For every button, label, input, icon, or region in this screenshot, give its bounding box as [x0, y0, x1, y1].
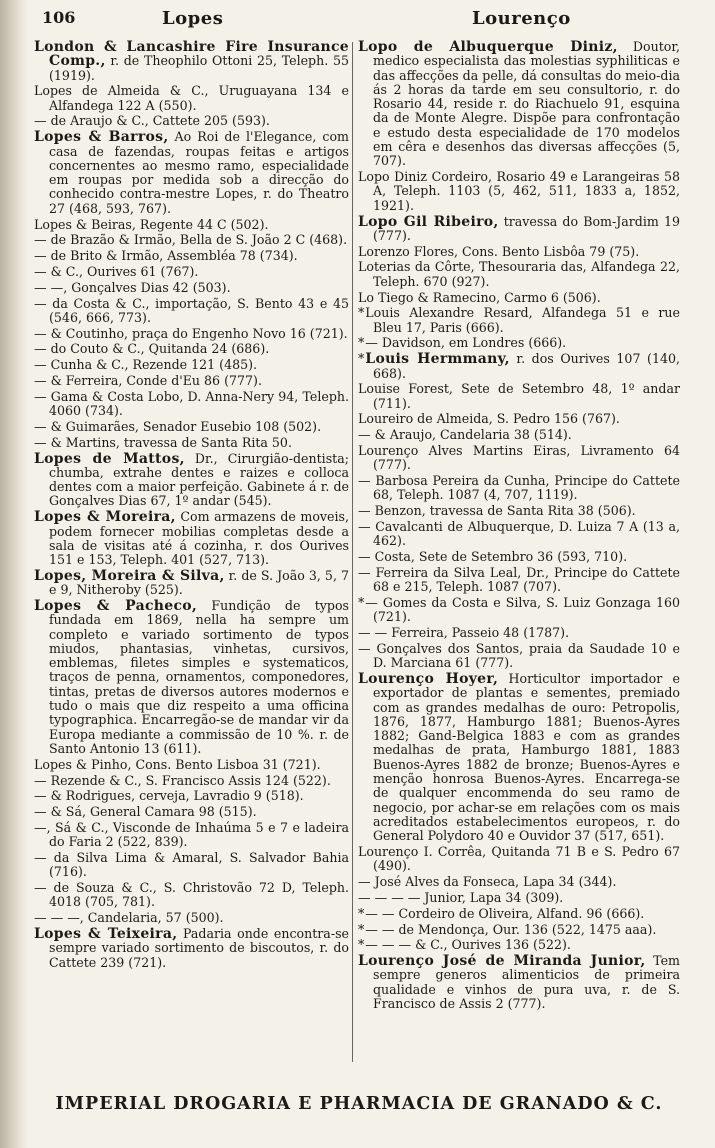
directory-entry [34, 374, 349, 388]
directory-entry [34, 569, 349, 598]
running-head-right: Lourenço [472, 8, 571, 29]
entry-text: Loterias da Côrte, Thesouraria das, Alfandega 22, Teleph. 670 (927). [358, 259, 680, 289]
directory-entry [358, 907, 680, 921]
entry-text: — de Souza & C., S. Christovão 72 D, Teleph. 4018 (705, 781). [34, 880, 349, 910]
entry-text: Louise Forest, Sete de Setembro 48, 1º andar (711). [358, 381, 680, 411]
directory-entry [358, 428, 680, 442]
entry-marker: * [358, 594, 365, 610]
directory-entry [358, 215, 680, 244]
directory-entry [358, 626, 680, 640]
entry-text: — José Alves da Fonseca, Lapa 34 (344). [358, 874, 617, 890]
directory-entry [34, 358, 349, 372]
entry-text: — Gama & Costa Lobo, D. Anna-Nery 94, Teleph. 4060 (734). [34, 388, 349, 419]
directory-entry [358, 170, 680, 213]
entry-text: r. dos Ourives 107 (140, 668). [373, 351, 680, 381]
entry-name: Lopes & Moreira, [34, 509, 176, 526]
entry-text: Lopes de Almeida & C., Uruguayana 134 e Alfandega 122 A (550). [34, 83, 349, 113]
directory-entry [358, 260, 680, 289]
directory-entry [34, 114, 349, 128]
directory-entry [34, 281, 349, 295]
entry-marker: * [358, 905, 365, 921]
directory-entry [358, 642, 680, 671]
entry-text: — da Costa & C., importação, S. Bento 43 e 45 (546, 666, 773). [34, 295, 349, 325]
running-head-left: Lopes [162, 8, 224, 29]
directory-entry [358, 444, 680, 473]
entry-text: Doutor, medico especialista das molestias syphiliticas e das affecções da pelle, dá consultas do meio-dia ás 2 horas da tarde em seu consultorio, r. do Rosario 44, reside r. do Riachuelo 91, esquina da de Monte Alegre. Dispõe para confrontação e estudo desta especialidade de 170 modelos em cêra e desenhos das diversas affecções (5, 707). [373, 39, 680, 169]
entry-text: — & Ferreira, Conde d'Eu 86 (777). [34, 373, 262, 389]
directory-entry [358, 566, 680, 595]
directory-entry [358, 306, 680, 335]
right-column [358, 40, 680, 1013]
entry-text: Lorenzo Flores, Cons. Bento Lisbôa 79 (75). [358, 243, 640, 259]
directory-entry [358, 40, 680, 169]
entry-text: — Ferreira da Silva Leal, Dr., Principe do Cattete 68 e 215, Teleph. 1087 (707). [358, 564, 680, 595]
entry-name: Lopes & Pacheco, [34, 597, 198, 614]
entry-text: — & Araujo, Candelaria 38 (514). [358, 427, 572, 443]
directory-entry [34, 233, 349, 247]
directory-entry [34, 265, 349, 279]
entry-text: Loureiro de Almeida, S. Pedro 156 (767). [358, 411, 620, 427]
directory-entry [34, 774, 349, 788]
directory-entry [358, 550, 680, 564]
directory-entry [358, 923, 680, 937]
directory-entry [358, 845, 680, 874]
entry-text: Lourenço I. Corrêa, Quitanda 71 B e S. Pedro 67 (490). [358, 844, 680, 874]
directory-entry [358, 672, 680, 844]
directory-entry [358, 474, 680, 503]
entry-text: travessa do Bom-Jardim 19 (777). [373, 213, 680, 243]
directory-entry [358, 504, 680, 518]
entry-text: Dr., Cirurgião-dentista; chumba, extrahe dentes e raizes e colloca dentes com a maior perfeição. Gabinete á r. de Gonçalves Dias 67, 1º andar (545). [49, 450, 349, 509]
entry-text: Padaria onde encontra-se sempre variado sortimento de biscoutos, r. do Cattete 239 (721). [49, 926, 349, 970]
entry-text: — — Cordeiro de Oliveira, Alfand. 96 (666). [365, 905, 645, 921]
entry-text: r. de S. João 3, 5, 7 e 9, Nitheroby (525). [49, 567, 349, 598]
directory-entry [34, 927, 349, 970]
left-column [34, 40, 349, 971]
directory-entry [34, 510, 349, 567]
directory-entry [358, 352, 680, 381]
directory-entry [34, 911, 349, 925]
entry-name: Lourenço José de Miranda Junior, [358, 953, 646, 970]
directory-entry [34, 130, 349, 216]
directory-entry [358, 596, 680, 625]
entry-text: Lourenço Alves Martins Eiras, Livramento 64 (777). [358, 443, 680, 473]
entry-text: — Benzon, travessa de Santa Rita 38 (506). [358, 503, 636, 519]
entry-text: — — —, Candelaria, 57 (500). [34, 910, 224, 926]
directory-entry [34, 821, 349, 850]
entry-name: Lopo Gil Ribeiro, [358, 213, 499, 230]
column-divider [352, 42, 353, 1062]
entry-text: — da Silva Lima & Amaral, S. Salvador Bahia (716). [34, 850, 349, 880]
directory-entry [358, 245, 680, 259]
directory-entry [34, 789, 349, 803]
entry-text: — Rezende & C., S. Francisco Assis 124 (522). [34, 772, 331, 788]
directory-entry [34, 218, 349, 232]
directory-entry [34, 249, 349, 263]
entry-name: London & Lancashire Fire Insurance Comp., [34, 39, 349, 70]
entry-text: — & Guimarães, Senador Eusebio 108 (502). [34, 418, 322, 434]
entry-text: —, Sá & C., Visconde de Inhaúma 5 e 7 e ladeira do Faria 2 (522, 839). [34, 819, 349, 850]
entry-text: — de Araujo & C., Cattete 205 (593). [34, 113, 270, 129]
entry-text: — do Couto & C., Quitanda 24 (686). [34, 341, 270, 357]
directory-entry [34, 420, 349, 434]
entry-text: — —, Gonçalves Dias 42 (503). [34, 279, 231, 295]
entry-marker: * [358, 305, 365, 321]
entry-marker: * [358, 335, 365, 351]
directory-entry [34, 599, 349, 756]
entry-text: Fundição de typos fundada em 1869, nella ha sempre um completo e variado sortimento de typos miudos, phantasias, vinhetas, cursivos, emblemas, filetes simples e systematicos, traços de penna, ornamentos, componedores, tintas, pretas de diversos autores modernos e tudo o mais que diz respeito a uma officina typographica. Encarregão-se de mandar vir da Europa mediante a commissão de 10 %. r. de Santo Antonio 13 (611). [49, 597, 349, 756]
directory-entry [358, 891, 680, 905]
entry-text: — — — & C., Ourives 136 (522). [365, 937, 571, 953]
directory-entry [34, 342, 349, 356]
entry-text: Tem sempre generos alimenticios de primeira qualidade e vinhos de pura uva, r. de S. Francisco de Assis 2 (777). [373, 953, 680, 1011]
entry-marker: * [358, 351, 365, 367]
entry-name: Louis Hermmany, [365, 351, 510, 368]
entry-name: Lopes de Mattos, [34, 450, 185, 467]
entry-text: — — de Mendonça, Our. 136 (522, 1475 aaa). [365, 921, 657, 937]
directory-entry [34, 84, 349, 113]
directory-entry [34, 40, 349, 83]
entry-text: — Davidson, em Londres (666). [365, 335, 567, 351]
directory-entry [34, 452, 349, 509]
directory-entry [34, 327, 349, 341]
entry-name: Lopes, Moreira & Silva, [34, 567, 225, 584]
entry-text: — Gonçalves dos Santos, praia da Saudade 10 e D. Marciana 61 (777). [358, 640, 680, 671]
entry-text: Lopes & Beiras, Regente 44 C (502). [34, 216, 269, 232]
entry-text: Horticultor importador e exportador de plantas e sementes, premiado com as grandes medalhas de ouro: Petropolis, 1876, 1877, Hamburgo 1881; Buenos-Ayres 1882; Gand-Belgica 1883 e com as grandes medalhas de prata, Hamburgo 1881, 1883 Buenos-Ayres 1882 de bronze; Buenos-Ayres e menção honrosa Buenos-Ayres. Encarrega-se de qualquer encommenda do seu ramo de negocio, por achar-se em relações com os mais acreditados estabelecimentos europeos, r. do General Polydoro 40 e Ouvidor 37 (517, 651). [373, 670, 681, 844]
entry-text: Ao Roi de l'Elegance, com casa de fazendas, roupas feitas e artigos concernentes ao mesmo ramo, especialidade em roupas por medida sob a direcção do conhecido contra-mestre Lopes, r. do Theatro 27 (468, 593, 767). [49, 129, 349, 216]
page-number: 106 [42, 8, 76, 27]
directory-entry [34, 805, 349, 819]
directory-entry [358, 336, 680, 350]
entry-name: Lopo de Albuquerque Diniz, [358, 39, 618, 55]
directory-entry [34, 758, 349, 772]
entry-text: — Barbosa Pereira da Cunha, Principe do Cattete 68, Teleph. 1087 (4, 707, 1119). [358, 473, 680, 503]
entry-marker: * [358, 921, 365, 937]
directory-entry [358, 412, 680, 426]
directory-entry [358, 938, 680, 952]
entry-text: Lo Tiego & Ramecino, Carmo 6 (506). [358, 289, 601, 305]
entry-text: — & Coutinho, praça do Engenho Novo 16 (721). [34, 325, 348, 341]
directory-entry [34, 436, 349, 450]
page-edge-shadow [0, 0, 28, 1148]
directory-entry [34, 390, 349, 419]
directory-entry [358, 382, 680, 411]
entry-name: Lourenço Hoyer, [358, 670, 499, 687]
entry-text: Louis Alexandre Resard, Alfandega 51 e rue Bleu 17, Paris (666). [365, 305, 680, 335]
directory-entry [34, 881, 349, 910]
entry-name: Lopes & Barros, [34, 129, 169, 146]
page-header [34, 8, 674, 34]
entry-text: Lopes & Pinho, Cons. Bento Lisboa 31 (721). [34, 756, 321, 772]
entry-text: Lopo Diniz Cordeiro, Rosario 49 e Larangeiras 58 A, Teleph. 1103 (5, 462, 511, 1833 a, 1852, 1921). [358, 169, 680, 213]
entry-text: — Costa, Sete de Setembro 36 (593, 710). [358, 549, 628, 565]
directory-entry [34, 297, 349, 326]
entry-text: — & Rodrigues, cerveja, Lavradio 9 (518). [34, 788, 304, 804]
directory-entry [358, 291, 680, 305]
entry-text: — Gomes da Costa e Silva, S. Luiz Gonzaga 160 (721). [365, 594, 680, 625]
entry-text: — Cunha & C., Rezende 121 (485). [34, 357, 258, 373]
footer-advert: IMPERIAL DROGARIA E PHARMACIA DE GRANADO & C. [55, 1094, 663, 1114]
directory-entry [34, 851, 349, 880]
directory-entry [358, 954, 680, 1011]
entry-text: Com armazens de moveis, podem fornecer mobilias completas desde a sala de visitas até á cozinha, r. dos Ourives 151 e 153, Teleph. 401 (527, 713). [49, 509, 349, 568]
entry-text: r. de Theophilo Ottoni 25, Teleph. 55 (1919). [49, 53, 349, 83]
entry-marker: * [358, 937, 365, 953]
entry-text: — & Martins, travessa de Santa Rita 50. [34, 434, 292, 450]
directory-entry [358, 520, 680, 549]
entry-text: — — Ferreira, Passeio 48 (1787). [358, 625, 570, 641]
entry-text: — de Brito & Irmão, Assembléa 78 (734). [34, 248, 298, 264]
entry-text: — — — — Junior, Lapa 34 (309). [358, 889, 564, 905]
entry-text: — & C., Ourives 61 (767). [34, 263, 199, 279]
entry-text: — & Sá, General Camara 98 (515). [34, 804, 257, 820]
entry-text: — de Brazão & Irmão, Bella de S. João 2 C (468). [34, 232, 348, 248]
entry-name: Lopes & Teixeira, [34, 926, 178, 943]
entry-text: — Cavalcanti de Albuquerque, D. Luiza 7 A (13 a, 462). [358, 519, 680, 549]
directory-entry [358, 875, 680, 889]
